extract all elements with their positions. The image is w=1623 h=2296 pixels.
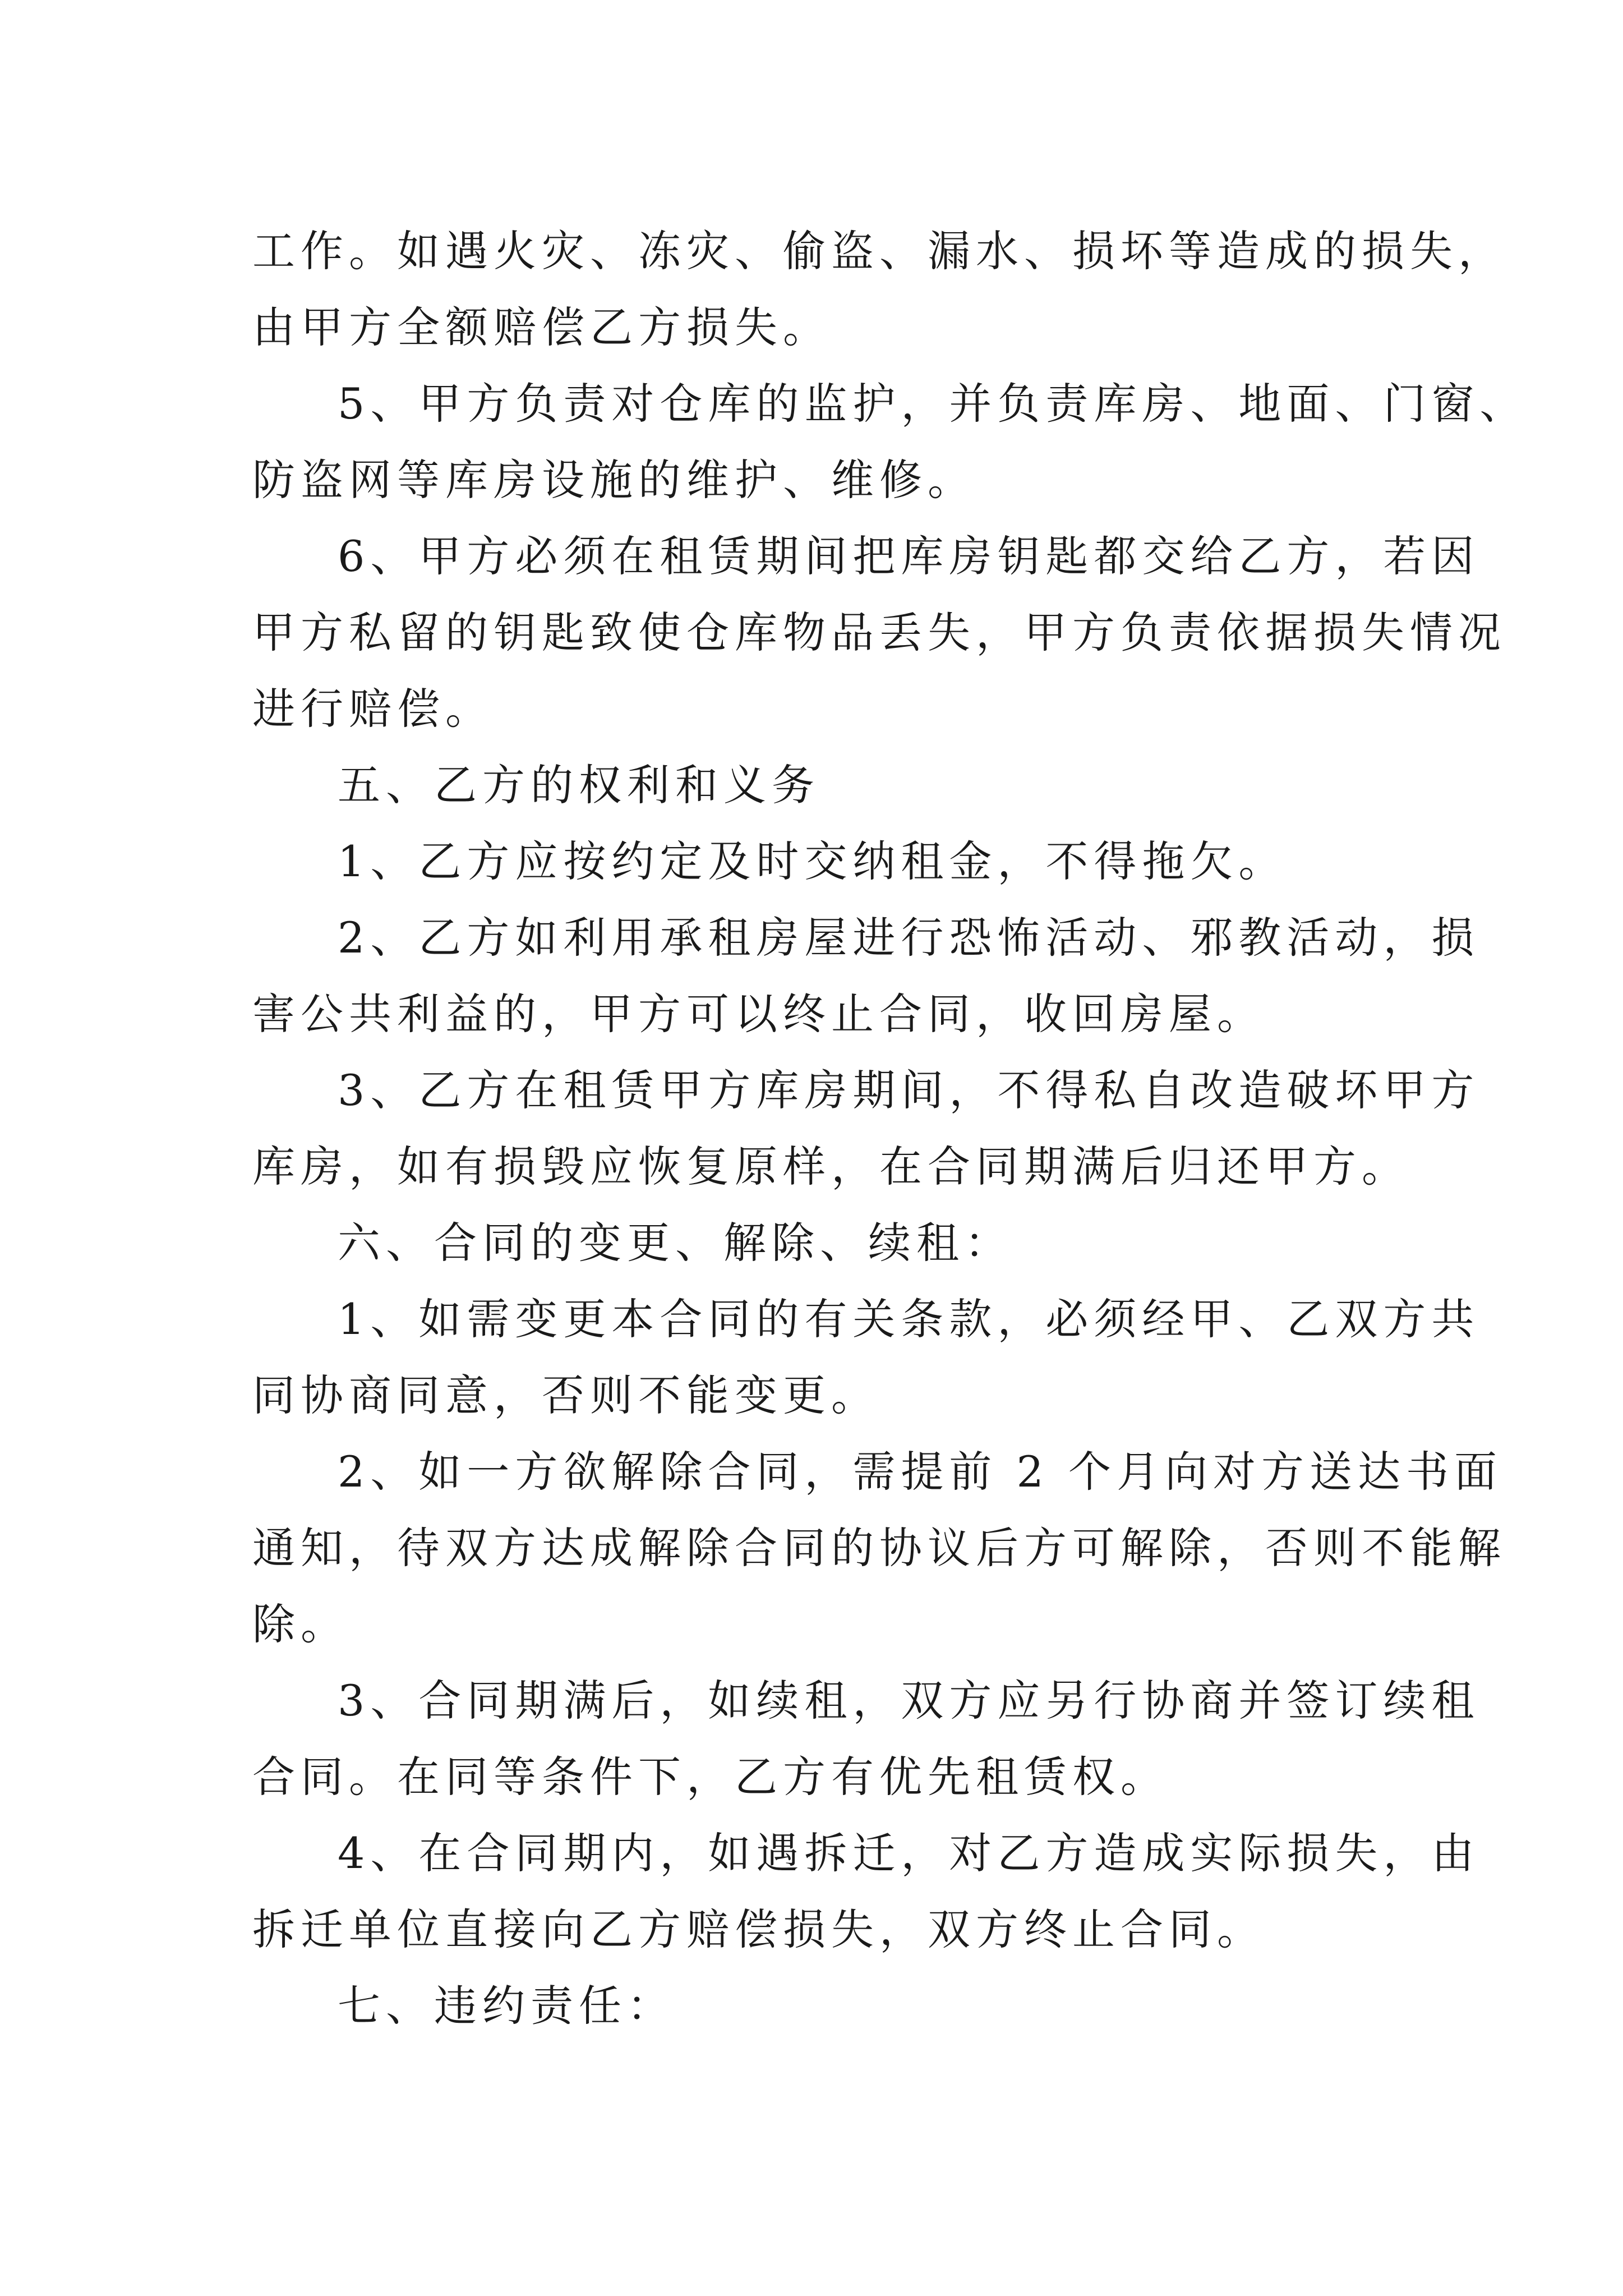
paragraph	[252, 823, 1408, 900]
text-line: 4、在合同期内，如遇拆迁，对乙方造成实际损失，由	[338, 1828, 1480, 1878]
text-line: 防盗网等库房设施的维护、维修。	[252, 455, 976, 505]
text-line: 六、合同的变更、解除、续租：	[338, 1218, 1013, 1268]
text-line: 拆迁单位直接向乙方赔偿损失，双方终止合同。	[252, 1904, 1265, 1954]
text-line: 五、乙方的权利和义务	[338, 760, 820, 810]
paragraph	[252, 1281, 1480, 1434]
text-line: 由甲方全额赔偿乙方损失。	[252, 302, 831, 352]
text-line: 进行赔偿。	[252, 684, 494, 734]
paragraph	[252, 1205, 1408, 1281]
text-line: 通知，待双方达成解除合同的协议后方可解除，否则不能解	[252, 1523, 1506, 1573]
text-line: 库房，如有损毁应恢复原样，在合同期满后归还甲方。	[252, 1142, 1410, 1191]
text-line: 2、乙方如利用承租房屋进行恐怖活动、邪教活动，损	[338, 913, 1480, 963]
paragraph	[252, 747, 1408, 823]
paragraph	[252, 518, 1506, 747]
text-line: 七、违约责任：	[338, 1981, 675, 2031]
document-body	[252, 213, 1528, 2044]
text-line: 合同。在同等条件下，乙方有优先租赁权。	[252, 1752, 1169, 1802]
text-line: 除。	[252, 1599, 349, 1649]
text-line: 1、如需变更本合同的有关条款，必须经甲、乙双方共	[338, 1294, 1480, 1344]
paragraph	[252, 900, 1480, 1052]
text-line: 6、甲方必须在租赁期间把库房钥匙都交给乙方，若因	[338, 531, 1480, 581]
text-line: 甲方私留的钥匙致使仓库物品丢失，甲方负责依据损失情况	[252, 608, 1506, 657]
paragraph	[252, 1434, 1506, 1663]
text-line: 1、乙方应按约定及时交纳租金，不得拖欠。	[338, 836, 1287, 886]
text-line: 同协商同意，否则不能变更。	[252, 1370, 879, 1420]
text-line: 害公共利益的，甲方可以终止合同，收回房屋。	[252, 989, 1265, 1039]
paragraph	[252, 1968, 1408, 2044]
paragraph	[252, 1663, 1480, 1815]
text-line: 3、乙方在租赁甲方库房期间，不得私自改造破坏甲方	[338, 1065, 1480, 1115]
text-line: 2、如一方欲解除合同，需提前 2 个月向对方送达书面	[338, 1447, 1503, 1497]
paragraph	[252, 1052, 1480, 1205]
paragraph	[252, 213, 1506, 366]
paragraph	[252, 1815, 1480, 1968]
text-line: 3、合同期满后，如续租，双方应另行协商并签订续租	[338, 1676, 1480, 1726]
text-line: 5、甲方负责对仓库的监护，并负责库房、地面、门窗、	[338, 379, 1528, 429]
text-line: 工作。如遇火灾、冻灾、偷盗、漏水、损坏等造成的损失，	[252, 226, 1506, 276]
paragraph	[252, 366, 1528, 518]
